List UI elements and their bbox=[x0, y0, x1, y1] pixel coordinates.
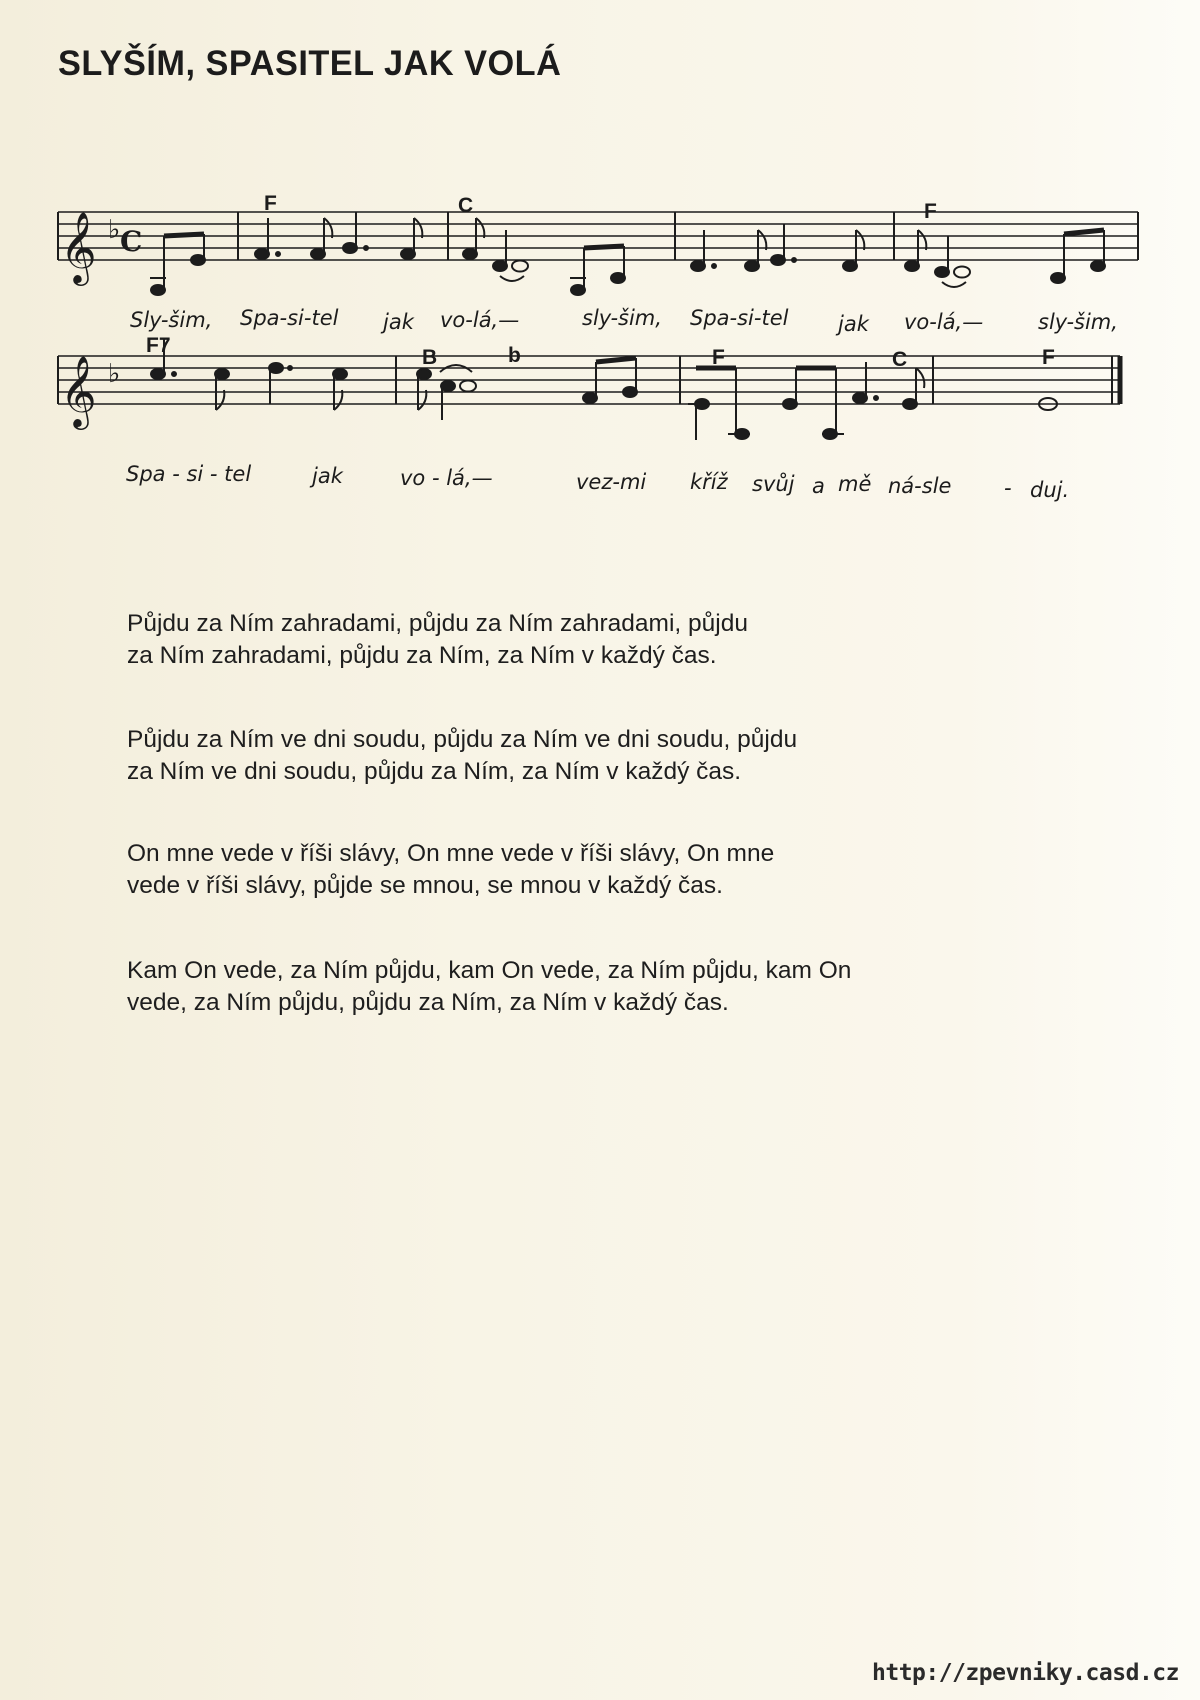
verse-line: Půjdu za Ním zahradami, půjdu za Ním zahradami, půjdu bbox=[127, 610, 748, 637]
svg-text:𝄞: 𝄞 bbox=[60, 210, 97, 283]
lyric-syllable: vez-mi bbox=[576, 470, 647, 494]
music-notation bbox=[0, 0, 1200, 520]
chord-label: F bbox=[924, 200, 937, 223]
verse-2 bbox=[127, 724, 1087, 788]
treble-clef-1 bbox=[60, 210, 97, 286]
lyric-syllable: vo-lá,— bbox=[440, 308, 520, 332]
verse-line: za Ním zahradami, půjdu za Ním, za Ním v každý čas. bbox=[127, 642, 717, 669]
lyric-syllable: Spa-si-tel bbox=[240, 306, 339, 330]
lyric-syllable: Spa - si - tel bbox=[126, 462, 252, 486]
lyric-syllable: - bbox=[1004, 476, 1012, 500]
flat-sign-2: ♭ bbox=[108, 359, 121, 389]
verse-line: vede, za Ním půjdu, půjdu za Ním, za Ním v každý čas. bbox=[127, 989, 729, 1016]
lyric-syllable: kříž bbox=[690, 470, 728, 494]
staff-lines-1 bbox=[58, 212, 1138, 260]
lyric-syllable: jak bbox=[838, 312, 869, 336]
lyric-syllable: ná-sle bbox=[888, 474, 952, 498]
treble-clef-2: 𝄞 bbox=[60, 354, 97, 427]
flat-sign-1: ♭ bbox=[108, 215, 121, 245]
verse-line: vede v říši slávy, půjde se mnou, se mnou v každý čas. bbox=[127, 872, 723, 899]
verse-line: On mne vede v říši slávy, On mne vede v říši slávy, On mne bbox=[127, 840, 775, 867]
chord-label: B bbox=[422, 346, 438, 369]
lyric-syllable: Spa-si-tel bbox=[690, 306, 789, 330]
verse-line: Kam On vede, za Ním půjdu, kam On vede, za Ním půjdu, kam On bbox=[127, 957, 852, 984]
lyric-syllable: jak bbox=[312, 464, 343, 488]
lyric-syllable: jak bbox=[383, 310, 414, 334]
verse-line: za Ním ve dni soudu, půjdu za Ním, za Ním v každý čas. bbox=[127, 758, 742, 785]
lyric-syllable: vo-lá,— bbox=[904, 310, 984, 334]
common-time-sign: C bbox=[120, 225, 143, 258]
verse-1 bbox=[127, 608, 1087, 672]
verse-3 bbox=[127, 838, 1087, 902]
source-watermark: http://zpevniky.casd.cz bbox=[872, 1660, 1179, 1686]
lyric-syllable: duj. bbox=[1030, 478, 1070, 502]
lyric-syllable: Sly-šim, bbox=[130, 308, 213, 332]
lyric-syllable: sly-šim, bbox=[582, 306, 662, 330]
chord-label: F bbox=[264, 192, 277, 215]
lyric-syllable: svůj bbox=[752, 472, 795, 496]
verse-line: Půjdu za Ním ve dni soudu, půjdu za Ním ve dni soudu, půjdu bbox=[127, 726, 798, 753]
chord-label: F bbox=[1042, 346, 1055, 369]
chord-label: F7 bbox=[146, 334, 171, 357]
chord-label: C bbox=[892, 348, 908, 371]
chord-label: F bbox=[712, 346, 725, 369]
verse-4 bbox=[127, 955, 1087, 1019]
notes-system-2 bbox=[151, 338, 1057, 440]
lyric-syllable: a bbox=[812, 474, 825, 498]
chord-label: b bbox=[508, 344, 521, 367]
lyric-syllable: sly-šim, bbox=[1038, 310, 1118, 334]
lyric-syllable: vo - lá,— bbox=[400, 466, 493, 490]
lyric-syllable: mě bbox=[838, 472, 872, 496]
song-title: SLYŠÍM, SPASITEL JAK VOLÁ bbox=[58, 44, 562, 83]
chord-label: C bbox=[458, 194, 474, 217]
